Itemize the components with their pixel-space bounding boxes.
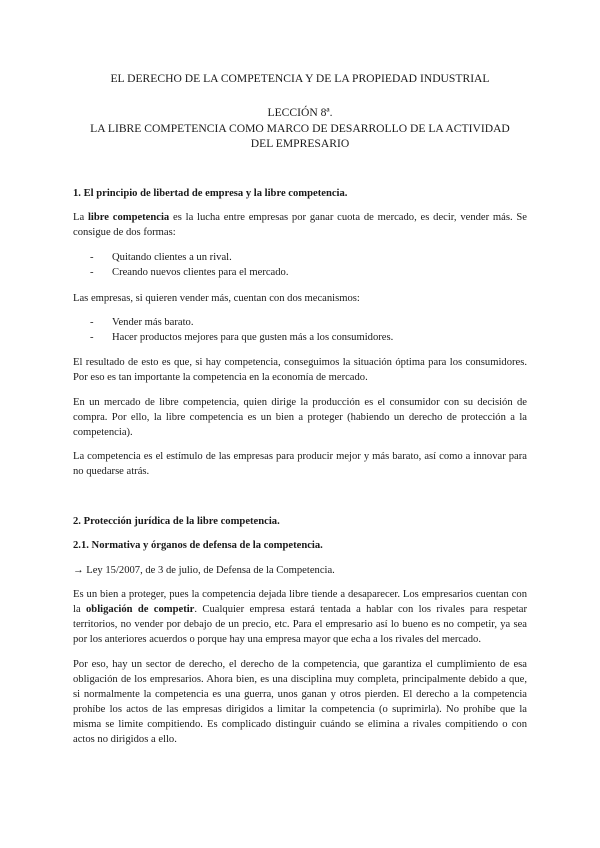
term-libre-competencia: libre competencia <box>87 212 170 223</box>
course-title: EL DERECHO DE LA COMPETENCIA Y DE LA PROPIEDAD INDUSTRIAL <box>110 72 490 85</box>
section-2-paragraph-1: Es un bien a proteger, pues la competencia dejada libre tiende a desaparecer. Los empresarios cuentan con la obligación de competir. Cualquier empresa estará tentada a hablar con los rivales para respetar territorios, no vender por debajo de un precio, etc. Para el empresario así lo bueno es no competir, ya sea por los anteriores acuerdos o porque hay una empresa mayor que echa a los rivales del mercado. <box>73 589 528 645</box>
lesson-number: LECCIÓN 8ª. <box>267 106 333 119</box>
mechanisms-list <box>90 315 510 345</box>
section-2-paragraph-2: Por eso, hay un sector de derecho, el derecho de la competencia, que garantiza el cumplimiento de esa obligación de los empresarios. Ahora bien, es una disciplina muy completa, principalmente debido a que, si normalmente la competencia es una guerra, unos ganan y otros pierden. El derecho a la competencia prohíbe los actos de las empresas dirigidos a limitar la competencia (o suprimirla). No prohíbe que la misma se limite compitiendo. Es complicado distinguir cuándo se elimina a rivales compitiendo o con actos no dirigidos a ello. <box>73 659 527 745</box>
ways-list <box>90 250 510 280</box>
lesson-title-line-2: DEL EMPRESARIO <box>250 137 350 150</box>
section-1-paragraph-5: La competencia es el estímulo de las empresas para producir mejor y más barato, así como a innovar para no quedarse atrás. <box>73 451 527 477</box>
section-1-heading: 1. El principio de libertad de empresa y la libre competencia. <box>73 188 348 199</box>
section-2-heading: 2. Protección jurídica de la libre competencia. <box>73 516 280 527</box>
section-2-1-heading: 2.1. Normativa y órganos de defensa de la competencia. <box>73 540 323 551</box>
section-1-paragraph-4: En un mercado de libre competencia, quien dirige la producción es el consumidor con su decisión de compra. Por ello, la libre competencia es un bien a proteger (habiendo un derecho de protección a la competencia). <box>73 397 527 438</box>
law-reference: → Ley 15/2007, de 3 de julio, de Defensa de la Competencia. <box>73 565 335 576</box>
list-item: - Hacer productos mejores para que gusten más a los consumidores. <box>90 330 510 345</box>
list-item: - Creando nuevos clientes para el mercado. <box>90 265 510 280</box>
section-1-paragraph-2: Las empresas, si quieren vender más, cuentan con dos mecanismos: <box>73 293 360 304</box>
list-item: - Quitando clientes a un rival. <box>90 250 510 265</box>
term-obligacion-de-competir: obligación de competir <box>86 604 195 615</box>
section-1-paragraph-1: La libre competencia es la lucha entre empresas por ganar cuota de mercado, es decir, vender más. Se consigue de dos formas: <box>73 212 528 238</box>
list-item: - Vender más barato. <box>90 315 510 330</box>
lesson-title-line-1: LA LIBRE COMPETENCIA COMO MARCO DE DESARROLLO DE LA ACTIVIDAD <box>90 122 510 135</box>
section-1-paragraph-3: El resultado de esto es que, si hay competencia, conseguimos la situación óptima para los consumidores. Por eso es tan importante la competencia en la economía de mercado. <box>73 357 527 383</box>
